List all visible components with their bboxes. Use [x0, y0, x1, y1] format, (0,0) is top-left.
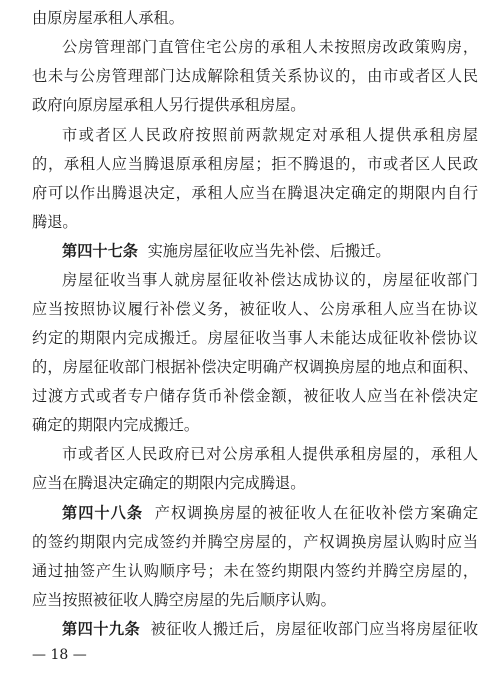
article-label: 第四十七条: [62, 242, 138, 260]
paragraph-line: 也未与公房管理部门达成解除租赁关系协议的，由市或者区人民: [32, 67, 478, 85]
page-number: — 18 —: [32, 647, 87, 663]
paragraph-line: 由原房屋承租人承租。: [32, 9, 184, 27]
paragraph-line: 腾退。: [32, 213, 78, 231]
paragraph-line: 产权调换房屋的被征收人在征收补偿方案确定: [154, 504, 478, 522]
paragraph-line: 政府向原房屋承租人另行提供承租房屋。: [32, 96, 306, 114]
article-heading-48: [62, 503, 478, 523]
paragraph-line: 通过抽签产生认购顺序号；未在签约期限内签约并腾空房屋的，: [32, 562, 478, 580]
paragraph-line: 约定的期限内完成搬迁。房屋征收当事人未能达成征收补偿协议: [32, 329, 478, 347]
paragraph-line: 的签约期限内完成签约并腾空房屋的，产权调换房屋认购时应当: [32, 533, 478, 551]
paragraph-line: 过渡方式或者专户储存货币补偿金额，被征收人应当在补偿决定: [32, 387, 478, 405]
paragraph-line: 应当按照协议履行补偿义务，被征收人、公房承租人应当在协议: [32, 300, 478, 318]
paragraph-line: 公房管理部门直管住宅公房的承租人未按照房改政策购房，: [62, 38, 478, 56]
paragraph-line: 确定的期限内完成搬迁。: [32, 416, 200, 434]
paragraph-line: 的，房屋征收部门根据补偿决定明确产权调换房屋的地点和面积、: [32, 358, 478, 376]
article-label: 第四十九条: [62, 620, 141, 638]
paragraph-line: 被征收人搬迁后，房屋征收部门应当将房屋征收: [150, 620, 478, 638]
article-heading-47: [62, 241, 478, 261]
article-title-text: 实施房屋征收应当先补偿、后搬迁。: [147, 242, 391, 260]
article-heading-49: [62, 619, 478, 639]
paragraph-line: 市或者区人民政府按照前两款规定对承租人提供承租房屋: [62, 126, 478, 144]
paragraph-line: 应当在腾退决定确定的期限内完成腾退。: [32, 474, 306, 492]
paragraph-line: 市或者区人民政府已对公房承租人提供承租房屋的，承租人: [62, 445, 478, 463]
paragraph-line: 应当按照被征收人腾空房屋的先后顺序认购。: [32, 591, 336, 609]
paragraph-line: 的，承租人应当腾退原承租房屋；拒不腾退的，市或者区人民政: [32, 155, 478, 173]
article-label: 第四十八条: [62, 504, 144, 522]
paragraph-line: 房屋征收当事人就房屋征收补偿达成协议的，房屋征收部门: [62, 271, 478, 289]
paragraph-line: 府可以作出腾退决定，承租人应当在腾退决定确定的期限内自行: [32, 184, 478, 202]
